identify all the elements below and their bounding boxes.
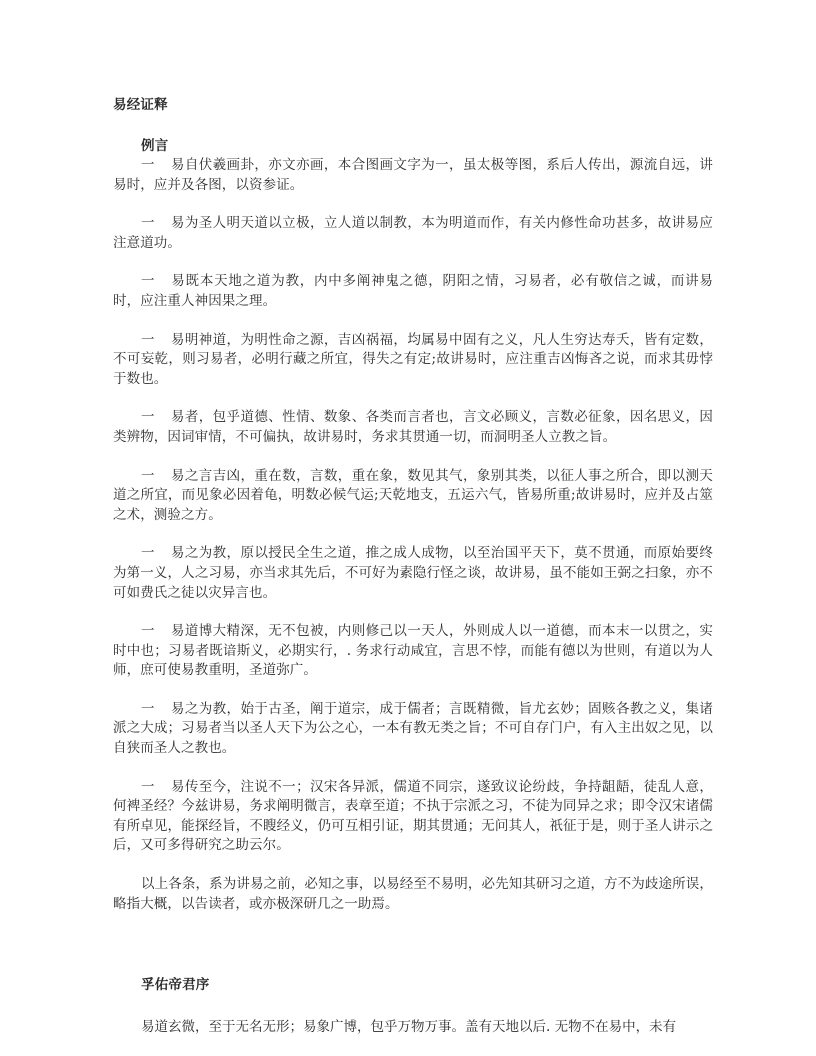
section-body-paragraph: 易道玄微，至于无名无形；易象广博，包乎万物万事。盖有天地以后. 无物不在易中，未有	[141, 1018, 677, 1035]
list-item	[113, 331, 713, 390]
list-item	[113, 778, 713, 856]
item-enumerator: 一	[141, 778, 155, 795]
item-text: 易道博大精深，无不包被，内则修己以一天人，外则成人以一道德，而本末一以贯之，实时中也；习易者既谙斯义，必期实行，. 务求行动咸宜，言思不悖，而能有德以为世则，有道以为人师，庶可使易教重明，圣道弥广。	[113, 623, 713, 679]
list-item	[113, 622, 713, 681]
item-enumerator: 一	[141, 331, 155, 348]
item-enumerator: 一	[141, 700, 155, 717]
document-content	[113, 96, 713, 1037]
item-enumerator: 一	[141, 467, 155, 484]
item-enumerator: 一	[141, 623, 155, 640]
section-closing-paragraph: 以上各条，系为讲易之前，必知之事，以易经至不易明，必先知其研习之道，方不为歧途所误，略指大概，以告读者，或亦极深研几之一助焉。	[113, 876, 713, 912]
list-item	[113, 700, 713, 759]
item-enumerator: 一	[141, 273, 155, 290]
item-enumerator: 一	[141, 545, 155, 562]
item-text: 易传至今，注说不一；汉宋各异派，儒道不同宗，遂致议论纷歧，争持龃龉，徒乱人意，何裨圣经？今兹讲易，务求阐明微言，表章至道；不执于宗派之习，不徒为同异之求；即令汉宋诸儒有所卓见，能探经旨，不瞍经义，仍可互相引证，期其贯通；无问其人，祇征于是，则于圣人讲示之后，又可多得研究之助云尔。	[113, 778, 713, 854]
item-text: 易之为教，原以授民全生之道，推之成人成物，以至治国平天下，莫不贯通，而原始要终为第一义，人之习易，亦当求其先后，不可好为素隐行怪之谈，故讲易，虽不能如王弼之扫象，亦不可如费氏之徒以灾异言也。	[113, 545, 713, 601]
item-text: 易者，包乎道德、性情、数象、各类而言者也，言文必顾义，言数必征象，因名思义，因类辨物，因词审情，不可偏执，故讲易时，务求其贯通一切，而洞明圣人立教之旨。	[113, 409, 713, 445]
item-enumerator: 一	[141, 157, 155, 173]
spacer	[113, 996, 713, 1018]
list-item	[113, 408, 713, 447]
page-title: 易经证释	[113, 97, 168, 113]
item-text: 易为圣人明天道以立极，立人道以制教，本为明道而作，有关内修性命功甚多，故讲易应注意道功。	[113, 215, 713, 251]
list-item	[113, 272, 713, 311]
item-enumerator: 一	[141, 409, 155, 426]
list-item	[113, 214, 713, 253]
item-text: 易自伏羲画卦，亦文亦画，本合图画文字为一，虽太极等图，系后人传出，源流自远，讲易时，应并及各图，以资参证。	[113, 157, 713, 193]
list-item	[113, 544, 713, 603]
item-text: 易明神道，为明性命之源，吉凶祸福，均属易中固有之义，凡人生穷达寿夭，皆有定数，不可妄乾，则习易者，必明行藏之所宜，得失之有定;故讲易时，应注重吉凶悔吝之说，而求其毋悖于数也。	[113, 331, 713, 387]
item-enumerator: 一	[141, 215, 155, 232]
section-heading-fuyou: 孚佑帝君序	[141, 977, 210, 994]
item-text: 易既本天地之道为教，内中多阐神鬼之德，阴阳之情，习易者，必有敬信之诚，而讲易时，应注重人神因果之理。	[113, 273, 713, 309]
list-item	[113, 156, 713, 195]
list-item	[113, 467, 713, 526]
item-text: 易之为教，始于古圣，阐于道宗，成于儒者；言既精微，旨尤玄妙；固赅各教之义，集诸派之大成；习易者当以圣人天下为公之心，一本有教无类之旨；不可自存门户，有入主出奴之见，以自狭而圣人之教也。	[113, 700, 713, 757]
item-text: 易之言吉凶，重在数，言数，重在象，数见其气，象别其类，以征人事之所合，即以测天道之所宜，而见象必因着龟，明数必候气运;天乾地支，五运六气，皆易所重;故讲易时，应并及占筮之术，测验之方。	[113, 467, 713, 523]
section-heading-liyan: 例言	[141, 137, 169, 154]
